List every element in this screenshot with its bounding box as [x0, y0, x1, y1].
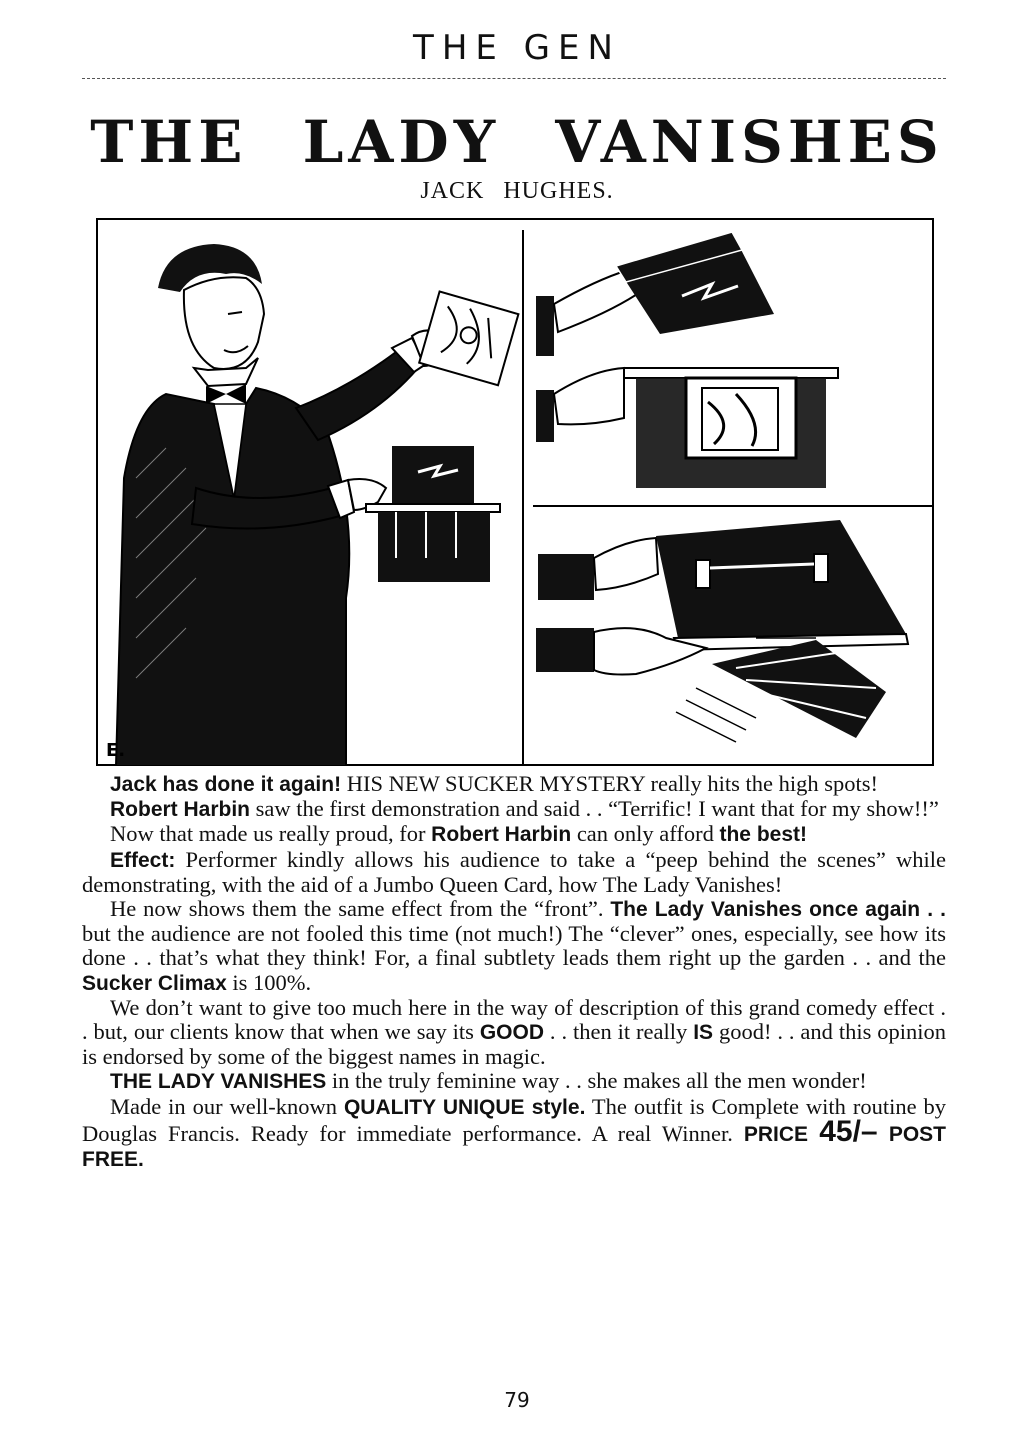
prop-tray — [366, 504, 500, 512]
price-label: PRICE — [743, 1122, 820, 1146]
paragraph-5 — [82, 897, 946, 996]
prop-fringe — [378, 512, 490, 582]
text-run: Performer kindly allows his audience to take a “peep behind the scenes” while demonstrating, with the aid of a Jumbo Queen Card, how The Lady Vanishes! — [82, 846, 946, 897]
text-run: He now shows them the same effect from the “front”. — [110, 896, 611, 922]
bold-lead: Jack has done it again! — [110, 773, 342, 796]
text-run: is 100%. — [226, 969, 312, 995]
bow-tie-icon — [206, 384, 246, 404]
queen-card — [419, 292, 518, 386]
article-body — [82, 772, 946, 1172]
panel-box-step — [536, 368, 838, 488]
text-run: The outfit is Complete with routine by Douglas Francis. Ready for immediate performance. A real Winner. — [82, 1093, 947, 1146]
text-run: Now that made us really proud, for — [110, 821, 432, 847]
paragraph-4 — [82, 848, 946, 897]
running-head: THE GEN — [413, 28, 621, 68]
bold-phrase: Sucker Climax — [82, 971, 227, 995]
bold-phrase: The Lady Vanishes once again . . — [610, 898, 946, 922]
article-title: THE LADY VANISHES — [90, 108, 944, 176]
bold-phrase: QUALITY UNIQUE style. — [343, 1095, 586, 1119]
flat-board — [656, 520, 906, 638]
text-run: saw the first demonstration and said . . “Terrific! I want that for my show!!” — [250, 796, 939, 822]
article-author: JACK HUGHES. — [420, 178, 614, 204]
bold-lead: Effect: — [110, 848, 176, 872]
paragraph-1 — [82, 772, 946, 797]
paragraph-6 — [82, 996, 946, 1070]
vanishing-prop — [366, 446, 500, 582]
bold-phrase: IS — [693, 1021, 714, 1045]
trick-illustration — [96, 218, 934, 766]
vanishing-pieces — [712, 640, 886, 738]
bold-phrase: GOOD — [479, 1021, 544, 1045]
paragraph-8 — [82, 1095, 946, 1173]
bold-phrase: the best! — [719, 823, 807, 847]
text-run: can only afford — [571, 821, 720, 847]
post-free-label: POST FREE. — [82, 1122, 946, 1172]
page-number: 79 — [504, 1388, 530, 1412]
paragraph-7 — [82, 1069, 946, 1094]
header-rule — [82, 78, 946, 79]
bold-name: Robert Harbin — [431, 823, 572, 847]
paragraph-2 — [82, 797, 946, 822]
magician-face — [184, 277, 264, 369]
text-run: Made in our well-known — [110, 1093, 344, 1119]
bold-lead: THE LADY VANISHES — [110, 1070, 327, 1094]
bold-name: Robert Harbin — [110, 798, 251, 822]
text-run: HIS NEW SUCKER MYSTERY really hits the high spots! — [341, 771, 878, 796]
text-run: We don’t want to give too much here in the way of description of this grand comedy effect . . but, our clients know that when we say its — [82, 994, 946, 1045]
raised-arm — [296, 352, 418, 440]
text-run: but the audience are not fooled this time (not much!) The “clever” ones, especially, see how its done . . that’s what they think! For, a final subtlety leads them right up the garden . . and the — [82, 921, 946, 971]
paragraph-3 — [82, 822, 946, 847]
text-run: in the truly feminine way . . she makes all the men wonder! — [326, 1068, 867, 1094]
text-run: . . then it really — [544, 1019, 694, 1045]
text-run: good! . . and this opinion is endorsed by some of the biggest names in magic. — [82, 1019, 946, 1070]
panel-lid-step — [536, 232, 774, 356]
price-value: 45/– — [819, 1114, 878, 1148]
artist-signature: E. — [106, 740, 126, 761]
